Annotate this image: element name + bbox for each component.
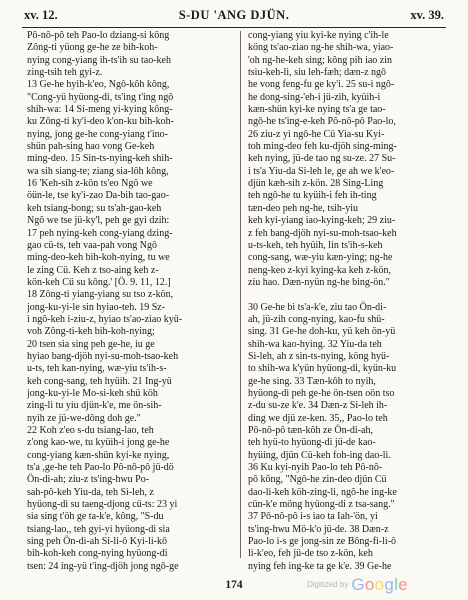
text-line: keh kyi-yiang iao-kying-keh; 29 ziu-: [248, 215, 396, 227]
text-line: ming-deo. 15 Sin-ts-nying-keh shih-: [27, 153, 173, 165]
text-line: tsiang-lao,, teh gyi-yi hyüong-di sia: [27, 523, 170, 535]
text-line: hyüing, djün Cü-keh foh-ing dao-li.: [248, 449, 391, 461]
text-line: tsiu-keh-li, siu leh-fæh; dæn-z ngô: [248, 67, 387, 79]
google-logo-text: [351, 575, 408, 594]
text-line: cün-k'e möng hyüong-di z tsa-sang.": [248, 499, 395, 511]
text-line: ge-he sing. 33 Tæn-kôh to nyih,: [248, 375, 376, 387]
text-line: sing peh Ön-di-ah Si-li-ô Kyi-li-kô: [27, 536, 167, 548]
text-line: u-ts-keh, teh hyüih, lin ts'ih-s-keh: [248, 239, 383, 251]
text-line: keh nying, jü-de tao ng su-ze. 27 Su-: [248, 153, 396, 165]
text-line: voh Zông-ti-keh bih-koh-nying;: [27, 326, 155, 338]
text-line: z feh bang-djöh nyi-su-moh-tsao-keh: [248, 227, 397, 239]
text-line: dao-li-keh köh-zing-li, ngô-he ing-ke: [248, 486, 397, 498]
text-line: z'ong kao-we, tu kyüih-i jong ge-he: [27, 437, 170, 449]
text-line: i ngô-keh i-ziu-z, hyiao ts'ao-ziao kyü-: [27, 313, 183, 325]
text-line: hyiao bang-djöh nyi-su-moh-tsao-keh: [27, 350, 179, 362]
logo-letter: l: [394, 575, 399, 594]
logo-letter: g: [384, 575, 395, 594]
text-line: nying, jong ge-he cong-yiang t'ino-: [27, 128, 168, 140]
text-line: u-ts, teh kan-nying, wæ-yiu ts'ih-s-: [27, 363, 167, 375]
logo-letter: o: [374, 575, 385, 594]
watermark-prefix: Digitized by: [307, 580, 349, 589]
text-line: Zông-ti yüong ge-he ze bih-koh-: [27, 42, 158, 54]
left-text-column: [27, 30, 231, 573]
text-line: 17 peh nying-keh cong-yiang dzing-: [27, 227, 173, 239]
text-line: ts'ing-hwu Mö-k'o jü-de. 38 Dæn-z: [248, 523, 389, 535]
header-chapter-verse-left: xv. 12.: [24, 8, 58, 22]
text-line: wa sih siang-te; ziang sia-lôh kông,: [27, 165, 169, 177]
text-line: hyüong-di peh ge-he ön-tsen oön tso: [248, 387, 395, 399]
column-divider: [240, 31, 241, 558]
text-line: i ts'a Yiu-da Si-leh le, ge ah we k'eo-: [248, 165, 395, 177]
text-line: le zing Cü. Keh z tso-aing keh z-: [27, 264, 159, 276]
text-line: shih-wa kao-hying. 32 Yiu-da teh: [248, 338, 382, 350]
text-line: ming-deo-keh bih-koh-nying, tu we: [27, 252, 170, 264]
text-line: z-du su-ze k'e. 34 Dæn-z Si-leh ih-: [248, 400, 388, 412]
text-line: gao cü-ts, teh vaa-pah vong Ngô: [27, 239, 157, 251]
text-line: cong-yiang kæn-shün kyi-ke nying,: [27, 449, 170, 461]
logo-letter: e: [398, 575, 409, 594]
text-line: tsen: 24 ing-yü t'ing-djöh jong ngô-ge: [27, 560, 179, 572]
right-text-column: [248, 30, 452, 573]
text-line: djün kæh-sih z-kön. 28 Sing-Ling: [248, 178, 384, 190]
text-line: öün-le, tse ky'i-zao Da-bih tao-gao-: [27, 190, 170, 202]
text-line: kæn-shün kyi-ke nying ts'a ge tao-: [248, 104, 386, 116]
text-line: keh tsiang-bong; su ts'ah-gao-keh: [27, 202, 162, 214]
digitized-by-google-watermark: [307, 575, 408, 595]
text-line: nying cong-yiang ih-ts'ih su tao-keh: [27, 54, 171, 66]
text-line: nying feh ing-ke ta ge k'e. 39 Ge-he: [248, 560, 392, 572]
text-line: teh hyü-to hyüong-di jü-de kao-: [248, 437, 376, 449]
text-line: cong-sang, wæ-yiu kæn-ying; ng-he: [248, 252, 393, 264]
text-line: jong-ku-yi-le Mo-si-keh shü köh: [27, 387, 158, 399]
text-line: ziu hao. Dæn-nyün ng-he bing-ön.": [248, 276, 390, 288]
text-line: shün pah-sing hao vong Ge-keh: [27, 141, 155, 153]
text-line: tæn-deo peh ng-he, tsih-yiu: [248, 202, 358, 214]
text-line: sah-pô-keh Yiu-da, teh Si-leh, z: [27, 486, 154, 498]
text-line: sing. 31 Ge-he doh-ku, yü keh ön-yü: [248, 326, 396, 338]
text-line: ku Zông-ti ky'i-deo k'on-ku bih-koh-: [27, 116, 174, 128]
text-line: 22 Koh z'eo s-du tsiang-lao, teh: [27, 425, 154, 436]
text-line: 37 Pô-nô-pô i-s iao ta Iah-'ön, yi: [248, 511, 378, 523]
text-line: zing-tsih teh gyi-z.: [27, 67, 103, 79]
text-line: ah, jü-zih cong-nying, kao-fu shü-: [248, 313, 385, 325]
text-line: 18 Zông-ti yiang-yiang su tso z-kön,: [27, 289, 174, 301]
text-line: 36 Ku kyi-nyih Pao-lo teh Pô-nô-: [248, 462, 383, 474]
text-line: pô kông, "Ngô-he zin-deo djün Cü: [248, 474, 387, 486]
text-line: ding we djü ze-ken. 35,, Pao-lo teh: [248, 412, 388, 424]
text-line: Pô-nô-pô teh Pao-lo dziang-si kông: [27, 30, 170, 41]
running-header: [22, 8, 446, 24]
text-line: shih-wa: 14 Si-meng yi-kying kông-: [27, 104, 173, 116]
page-number: 174: [225, 579, 243, 591]
text-line: ts'a ,ge-he teh Pao-lo Pô-nô-pô jü-dö: [27, 462, 174, 474]
text-line: he dong-sing-'eh-i jü-zih, kyüih-i: [248, 91, 381, 103]
text-line: Ön-di-ah; ziu-z ts'ing-hwu Po-: [27, 474, 150, 486]
header-chapter-verse-right: xv. 39.: [410, 8, 444, 22]
text-line: Pao-lo i-s ge jong-sin ze Bông-fi-li-ô: [248, 536, 397, 548]
text-line: Pô-nô-pô tæn-kôh ze Ön-di-ah,: [248, 425, 373, 436]
text-line: kön-keh Cü su kông.' [Ö. 9. 11, 12.]: [27, 276, 171, 288]
text-line: 13 Ge-he hyih-k'eo, Ngô-kôh kông,: [27, 79, 170, 91]
text-line: 20 tsen sia sing peh ge-he, iu ge: [27, 338, 155, 350]
logo-letter: o: [364, 575, 375, 594]
text-line: li-k'eo, feh jü-de tso z-kön, keh: [248, 548, 373, 560]
text-line: jong-ku-yi-le sin hyiao-teh. 19 Sz-: [27, 301, 166, 313]
header-rule: [22, 27, 446, 28]
text-line: keh cong-sang, teh hyüih. 21 Ing-yü: [27, 375, 172, 387]
text-line: toh ming-deo feh ku-djöh sing-ming-: [248, 141, 397, 153]
text-line: nyih ze jü-we-dông doh ge.": [27, 412, 141, 424]
text-line: hyüong-di su taeng-djong cü-ts: 23 yi: [27, 499, 178, 511]
text-line: "Cong-yü hyüong-di, ts'ing t'ing ngô: [27, 91, 174, 103]
text-line: Si-leh, ah z sin-ts-nying, köng hyü-: [248, 350, 390, 362]
header-book-title: S-DU 'ANG DJÜN.: [178, 8, 290, 22]
text-line: teh ngô-he tu kyüih-i feh ih-ting: [248, 190, 377, 202]
text-line: 'oh ng-he-keh sing; kông pih iao zin: [248, 54, 392, 66]
text-line: 30 Ge-he bi ts'a-k'e, ziu tao Ön-di-: [248, 301, 387, 313]
text-line: 26 ziu-z yi ngô-he Cü Yia-su Kyi-: [248, 128, 385, 140]
text-line: [248, 289, 452, 301]
text-line: bih-koh-keh cong-nying hyüong-di: [27, 548, 168, 560]
text-line: ngô-he ts'ing-e-keh Pô-nô-pô Pao-lo,: [248, 116, 396, 128]
text-line: neng-keo z-kyi kying-ka keh z-kön,: [248, 264, 392, 276]
text-line: cong-yiang yiu kyi-ke nying c'ih-le: [248, 30, 389, 41]
logo-letter: G: [351, 575, 365, 594]
text-line: sia sing t'öh ge ta-k'e, kông, "S-du: [27, 511, 164, 523]
text-line: köng ts'ao-ziao ng-he shih-wa, yiao-: [248, 42, 394, 54]
text-line: zing-li tu yiu djün-k'e, me ön-sih-: [27, 400, 162, 412]
text-line: he vong feng-fu ge ky'i. 25 su-i ngô-: [248, 79, 395, 91]
text-line: 16 'Keh-sih z-kön ts'eo Ngô we: [27, 178, 153, 190]
text-line: Ngô we tse jü-ky'l, peh ge gyi dzih:: [27, 215, 170, 227]
text-line: to shih-wa k'yün hyüong-di, kyün-ku: [248, 363, 397, 375]
